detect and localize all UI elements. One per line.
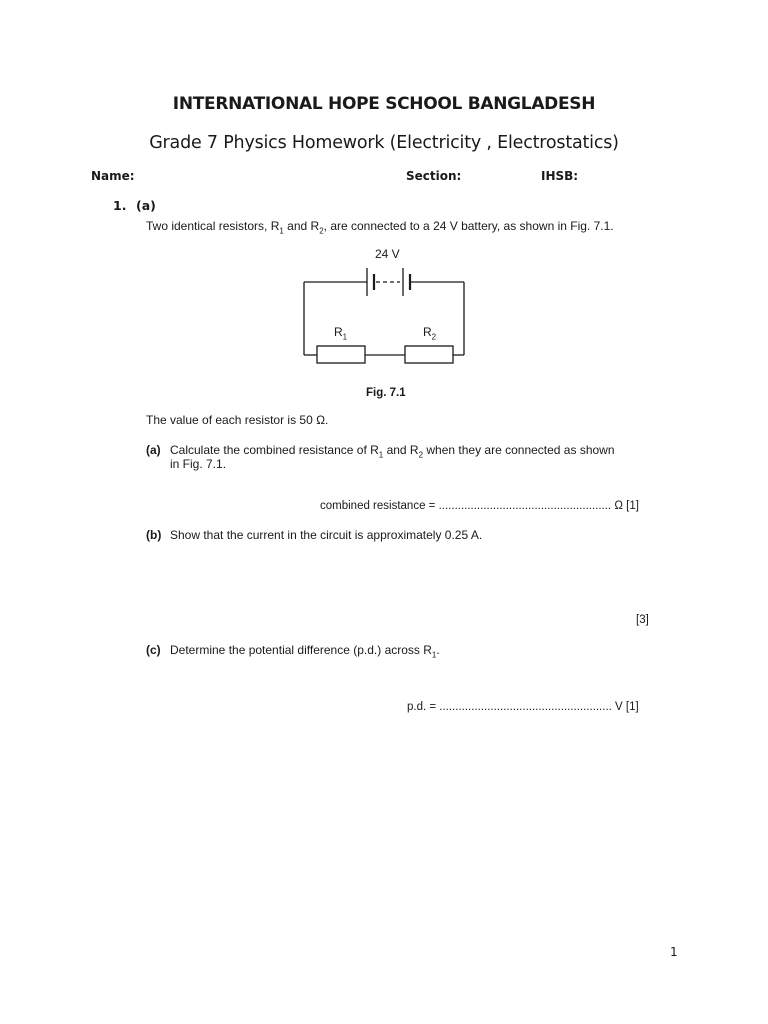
volt-unit: V [615,701,623,713]
ohm-unit: Ω [614,500,623,512]
resistor-r2 [405,346,453,363]
subpart-c-text-1: Determine the potential difference (p.d.) across R [170,643,432,657]
subpart-a-text [170,443,650,460]
question-intro [146,219,614,236]
intro-sub-2: 2 [319,226,324,236]
school-name: INTERNATIONAL HOPE SCHOOL BANGLADESH [172,94,596,114]
r1-label [334,325,348,342]
subpart-c-text-2: . [436,643,440,657]
section-field-label: Section: [406,169,462,183]
battery-voltage-label: 24 V [375,247,400,261]
intro-text-3: , are connected to a 24 V battery, as shown in Fig. 7.1. [323,219,614,233]
question-number: 1. [113,198,127,213]
r1-label-sub: 1 [342,332,348,342]
ihsb-field-label: IHSB: [541,169,579,183]
subpart-c-sub-1: 1 [431,650,437,660]
resistor-r1 [317,346,365,363]
subpart-a-marks: [1] [626,500,639,512]
subpart-c-marks: [1] [625,701,639,713]
subpart-b-marks: [3] [636,614,649,626]
name-field-label: Name: [91,169,135,183]
combined-resistance-answer-line [320,500,639,512]
subpart-a-text-3: when they are connected as shown [423,443,615,457]
subpart-b-label: (b) [146,528,162,542]
subpart-b-text: Show that the current in the circuit is approximately 0.25 A. [170,528,483,542]
subpart-a-text-1: Calculate the combined resistance of R [170,443,379,457]
intro-text-1: Two identical resistors, R [146,219,280,233]
intro-sub-1: 1 [279,226,284,236]
pd-blank: ...................................................... [439,701,612,713]
figure-caption: Fig. 7.1 [366,387,406,399]
subpart-a-text-2: and R [383,443,419,457]
page-number: 1 [670,945,678,959]
subpart-a-label: (a) [146,443,161,457]
combined-resistance-blank: ...................................................... [438,500,612,512]
circuit-diagram [290,240,480,380]
r2-label-sub: 2 [431,332,437,342]
question-part-label: (a) [136,198,156,213]
pd-label: p.d. = [407,701,437,713]
subpart-a-sub-2: 2 [418,450,424,460]
combined-resistance-label: combined resistance = [320,500,436,512]
resistor-value-statement: The value of each resistor is 50 Ω. [146,413,329,427]
intro-text-2: and R [283,219,320,233]
subpart-a-sub-1: 1 [378,450,384,460]
r2-label [423,325,437,342]
homework-title: Grade 7 Physics Homework (Electricity , Electrostatics) [149,133,619,153]
subpart-c-label: (c) [146,643,161,657]
pd-answer-line [407,701,639,713]
subpart-a-text-line2: in Fig. 7.1. [170,457,227,471]
r2-label-text: R [423,325,432,339]
subpart-c-text [170,643,440,660]
r1-label-text: R [334,325,343,339]
